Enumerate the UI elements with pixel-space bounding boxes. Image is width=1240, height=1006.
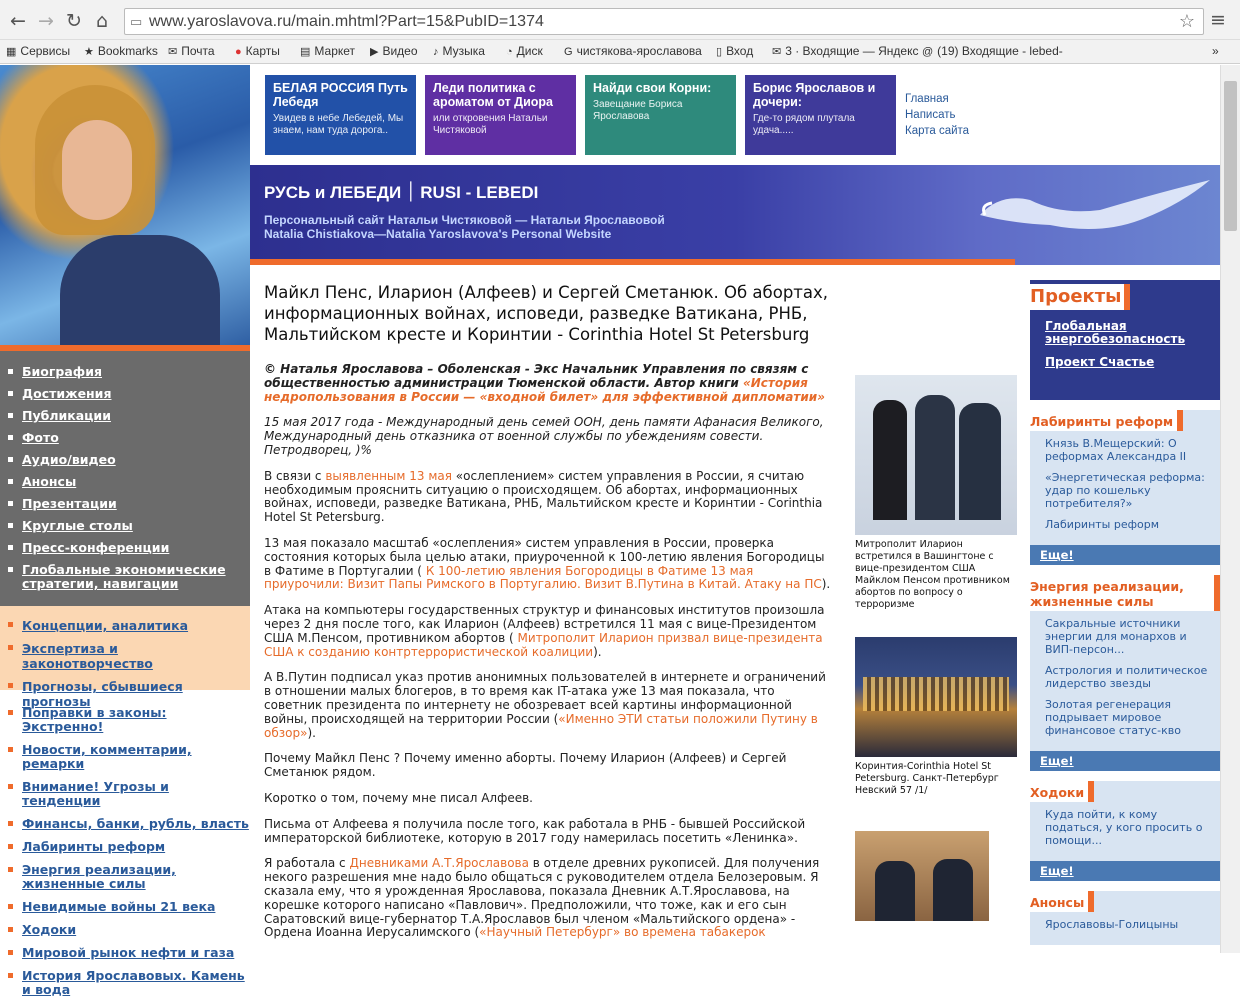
promo-title: Борис Ярославов и дочери: [753,81,876,109]
star-icon[interactable]: ☆ [1178,11,1195,31]
promo-lady-politics[interactable] [425,75,576,155]
promo-title: Леди политика с ароматом от Диора [433,81,553,109]
inline-link[interactable]: К 100-летию явления Богородицы в Фатиме 13 мая приурочили: Визит Папы Римского в Португалию. Визит В.Путина в Китай. Атаку на ПС [264,563,822,592]
bookmark-video[interactable]: ▶ Видео [370,44,418,58]
photo-caption: Коринтия-Corinthia Hotel St Petersburg. Санкт-Петербург Невский 57 /1/ [855,761,999,796]
menu-item-khodoki[interactable]: Ходоки [0,919,250,942]
section-title: Лабиринты реформ [1030,410,1183,431]
article-paragraph [264,470,834,525]
promo-text: или откровения Натальи Чистяковой [433,113,548,136]
browser-toolbar [0,0,1240,40]
section-link[interactable]: Астрология и политическое лидерство звезды [1045,664,1208,690]
text: А В.Путин подписал указ против анонимных пользователей в интернете и ограничений в отношении малых блогеров, в то время как IT-атака уже 13 мая показала, что советник президента по интернету не обозревает всей картины информационной войны, происходящей на территории России ( [264,670,826,726]
author-portrait [0,65,250,345]
forward-icon[interactable]: → [38,10,54,32]
article [264,282,834,952]
promo-text: Где-то рядом плутала удача..... [753,113,855,136]
menu-item-round-tables[interactable]: Круглые столы [0,515,250,537]
bookmark-mail[interactable]: ✉ Почта [168,44,215,58]
inline-link[interactable]: «Именно ЭТИ статьи положили Путину в обзор» [264,711,818,740]
text: 13 мая показало масштаб «ослепления» систем управления в России, проверка состояния которых была целью атаки, приуроченной к 100-летию явления Богородицы в Фатиме в Португалии ( [264,535,825,578]
bookmarks-bar [0,40,1240,64]
inline-link[interactable]: Митрополит Иларион призвал вице-президента США к созданию контртеррористической коалиции [264,630,823,659]
address-bar[interactable] [124,8,1204,35]
bookmark-disk[interactable]: ◔ Диск [506,44,543,58]
byline-text: © Наталья Ярославова – Оболенская - Экс Начальник Управления по связям с общественностью администрации Тюменской области. Автор книги [264,362,809,390]
menu-item-threats[interactable]: Внимание! Угрозы и тенденции [0,776,250,813]
inline-link[interactable]: Дневниками А.Т.Ярославова [349,856,529,871]
article-paragraph [264,604,834,659]
more-link[interactable]: Еще! [1030,751,1220,771]
inline-link[interactable]: выявленным 13 мая [325,468,452,483]
promo-title: БЕЛАЯ РОССИЯ Путь Лебедя [273,81,408,109]
article-byline [264,363,834,404]
main-menu [0,351,250,606]
figure [959,403,1001,520]
project-link-energy-security[interactable]: Глобальная энергобезопасность [1045,319,1186,346]
promo-roots[interactable] [585,75,736,155]
section-link[interactable]: Золотая регенерация подрывает мировое финансовое статус-кво [1045,698,1181,737]
menu-item-achievements[interactable]: Достижения [0,383,250,405]
bookmark-bookmarks[interactable]: ★ Bookmarks [84,44,158,58]
google-icon: G [564,46,573,58]
menu-item-announcements[interactable]: Анонсы [0,471,250,493]
bookmark-inbox-lebed[interactable]: @ (19) Входящие - lebed- [922,44,1063,58]
scrollbar[interactable] [1220,65,1240,953]
project-link-happiness[interactable]: Проект Счастье [1045,355,1155,369]
cart-icon: ▤ [300,46,311,58]
topics-menu [0,698,250,1006]
section-link[interactable]: Ярославовы-Голицыны [1045,918,1179,931]
photo-column [855,375,1017,921]
link-write[interactable]: Написать [905,109,956,121]
map-pin-icon: ● [235,46,242,58]
right-sidebar [1030,280,1220,945]
article-paragraph [264,671,834,740]
section-link[interactable]: Сакральные источники энергии для монархов и ВИП-персон... [1045,617,1187,656]
top-links [905,91,969,139]
url-text: www.yaroslavova.ru/main.mhtml?Part=15&PubID=1374 [149,13,544,30]
menu-item-expertise[interactable]: Экспертиза и законотворчество [0,637,250,675]
promo-title: Найди свои Корни: [593,81,712,95]
figure [915,395,955,520]
more-link[interactable]: Еще! [1030,861,1220,881]
disk-icon: ◔ [506,46,513,58]
promo-boris[interactable] [745,75,896,155]
swan-logo [980,175,1220,245]
mail-icon: ✉ [772,46,782,58]
menu-item-reforms[interactable]: Лабиринты реформ [0,836,250,859]
subtitle-en: Natalia Chistiakova—Natalia Yaroslavova's Personal Website [264,227,612,241]
hotel-facade [863,677,1009,711]
menu-item-strategies[interactable]: Глобальные экономические стратегии, навигации [0,559,250,595]
menu-item-history[interactable]: История Ярославовых. Камень и вода [0,965,250,1002]
text: ). [307,725,316,740]
menu-item-photo[interactable]: Фото [0,427,250,449]
photo-corinthia[interactable] [855,637,1017,757]
bookmark-market[interactable]: ▤ Маркет [300,44,356,58]
text: ). [821,577,831,592]
inline-link[interactable]: «Научный Петербург» во времена табакерок [479,925,766,940]
menu-item-press[interactable]: Пресс-конференции [0,537,250,559]
projects-title: Проекты [1030,284,1130,310]
section-title: Энергия реализации, жизненные силы [1030,575,1220,611]
article-paragraph: Почему Майкл Пенс ? Почему именно аборты. Почему Иларион (Алфеев) и Сергей Сметанюк рядом. [264,751,787,780]
bookmark-services[interactable]: ▦ Сервисы [6,44,71,58]
promo-bar [250,65,1220,165]
bookmark-chistyakova[interactable]: G чистякова-ярославова [564,44,702,58]
promo-white-russia[interactable] [265,75,416,155]
text: ). [593,644,602,659]
section-khodoki [1030,781,1220,881]
article-paragraph [264,857,834,940]
site-banner [250,165,1220,265]
home-icon[interactable]: ⌂ [95,10,109,32]
section-link[interactable]: «Энергетическая реформа: удар по кошельку потребителя?» [1045,471,1205,510]
menu-item-news[interactable]: Новости, комментарии, ремарки [0,739,250,776]
star-icon: ★ [84,46,94,58]
at-icon: @ [922,46,934,58]
menu-item-publications[interactable]: Публикации [0,405,250,427]
analytics-menu [0,606,250,709]
site-header [250,65,1220,265]
text: Я работала с [264,856,350,871]
figure [873,400,907,520]
bookmark-maps[interactable]: ● Карты [235,44,280,58]
page-icon: ▭ [130,14,143,29]
figure [933,859,973,921]
link-home[interactable]: Главная [905,93,949,105]
article-paragraph: Коротко о том, почему мне писал Алфеев. [264,790,533,805]
menu-item-audio-video[interactable]: Аудио/видео [0,449,250,471]
menu-item-presentations[interactable]: Презентации [0,493,250,515]
section-energy [1030,575,1220,771]
menu-item-energy[interactable]: Энергия реализации, жизненные силы [0,859,250,896]
photo-award[interactable] [855,831,989,921]
link-sitemap[interactable]: Карта сайта [905,125,970,137]
video-icon: ▶ [370,46,379,58]
figure [875,861,915,921]
more-link[interactable]: Еще! [1030,545,1220,565]
portrait-shoulder [60,235,220,345]
site-title: РУСЬ и ЛЕБЕДИ ׀ RUSI - LEBEDI [264,183,539,202]
promo-text: Увидев в небе Лебедей, Мы знаем, нам туда дорога.. [273,113,404,136]
mail-icon: ✉ [168,46,178,58]
menu-item-oil-gas[interactable]: Мировой рынок нефти и газа [0,942,250,965]
menu-item-finance[interactable]: Финансы, банки, рубль, власть [0,813,250,836]
menu-icon[interactable]: ≡ [1210,9,1226,31]
section-announcements [1030,891,1220,945]
menu-item-amendments[interactable]: Поправки в законы: Экстренно! [0,702,250,739]
menu-item-invisible-wars[interactable]: Невидимые войны 21 века [0,896,250,919]
photo-caption: Митрополит Иларион встретился в Вашингтоне с вице-президентом США Майклом Пенсом противником абортов по вопросу о терроризме [855,539,1010,610]
text: «ослеплением» систем управления в России, я считаю необходимым прояснить ситуацию о происходящем. Об абортах, информационных войнах, исповеди, разведке Ватикана, РНБ, Мальтийском кресте и Коринтии - Corinthia Hotel St Petersburg. [264,468,823,525]
music-icon: ♪ [433,46,439,58]
article-dateline: 15 мая 2017 года - Международный день семей ООН, день памяти Афанасия Великого, Международный день отказника от военной службы по убеждениям совести. Петродворец, )% [264,415,824,457]
bookmark-login[interactable]: ▯ Вход [716,44,754,58]
promo-text: Завещание Бориса Ярославова [593,99,683,122]
section-reforms [1030,410,1220,565]
page-icon: ▯ [716,46,723,58]
text: В связи с [264,468,326,483]
subtitle-ru: Персональный сайт Натальи Чистяковой — Натальи Ярославовой [264,213,665,227]
reload-icon[interactable]: ↻ [66,10,82,32]
text: Атака на компьютеры государственных структур и финансовых институтов произошла через 2 дня после того, как Иларион (Алфеев) встретился 11 мая с вице-Президентом США М.Пенсом, противником абортов ( [264,603,825,645]
photo-meeting[interactable] [855,375,1017,535]
article-paragraph: Письма от Алфеева я получила после того, как работала в РНБ - бывшей Российской императорской библиотеке, которую в 2017 году намерилась посетить «Ленинка». [264,816,806,845]
article-paragraph [264,537,834,592]
banner-divider [250,259,1015,265]
section-link[interactable]: Князь В.Мещерский: О реформах Александра II [1045,437,1187,463]
projects-box [1030,280,1220,400]
apps-icon: ▦ [6,46,17,58]
more-bookmarks-icon[interactable]: » [1212,44,1219,58]
book-link[interactable]: «История недропользования в России — «входной билет» для эффективной дипломатии» [264,375,825,404]
bookmark-music[interactable]: ♪ Музыка [433,44,485,58]
bookmark-yandex-inbox[interactable]: ✉ 3 · Входящие — Яндекс [772,44,919,58]
menu-item-biography[interactable]: Биография [0,361,250,383]
portrait-face [62,120,132,220]
section-link[interactable]: Лабиринты реформ [1045,518,1160,531]
section-link[interactable]: Куда пойти, к кому податься, у кого просить о помощи... [1045,808,1203,847]
article-title: Майкл Пенс, Иларион (Алфеев) и Сергей Сметанюк. Об абортах, информационных войнах, исповеди, разведке Ватикана, РНБ, Мальтийском кресте и Коринтии - Corinthia Hotel St Petersburg [264,283,829,344]
menu-item-forecasts[interactable]: Прогнозы, сбывшиеся прогнозы [0,675,250,713]
site-subtitle [264,213,665,241]
section-title: Ходоки [1030,781,1094,802]
back-icon[interactable]: ← [10,10,26,32]
section-title: Анонсы [1030,891,1094,912]
text: в отделе древних рукописей. Для получения некого разрешения мне надо было общаться с руководителем отдела Белозеровым. Я сказала ему, что я урожденная Ярославова, показала Дневник А.Т.Ярославова, на корешке которого написано «Павлович». Предположили, что тоже, как и его сын Саратовский вице-губернатор Т.А.Ярославов был членом «Мальтийского ордена» - Ордена Иоанна Иерусалимского ( [264,856,820,940]
scrollbar-thumb[interactable] [1224,81,1237,231]
menu-item-concepts[interactable]: Концепции, аналитика [0,614,250,637]
